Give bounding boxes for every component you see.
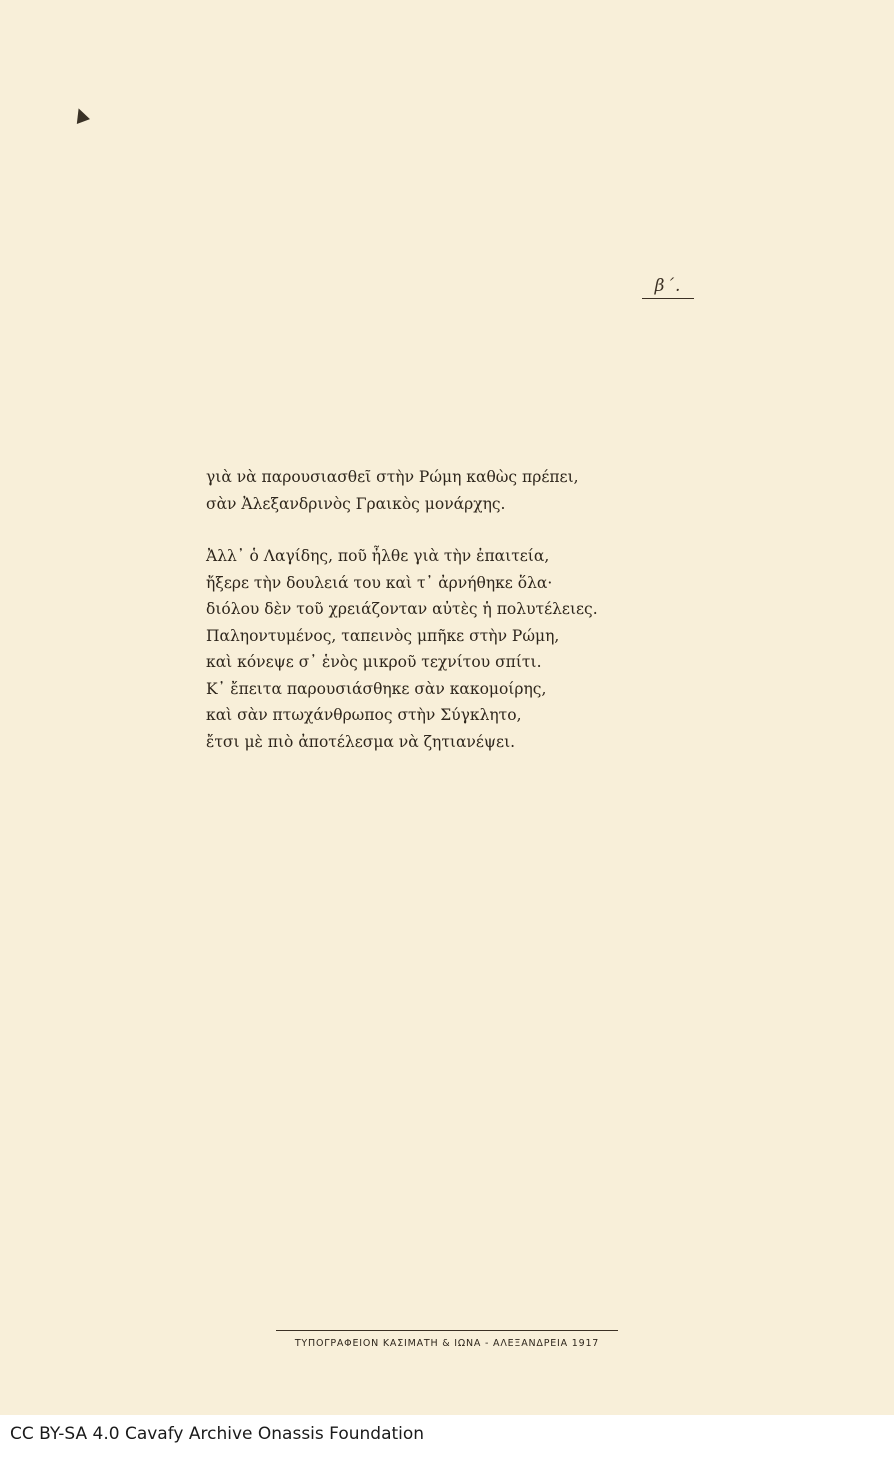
page-number-underline [642, 298, 694, 299]
poem-line: σὰν Ἀλεξανδρινὸς Γραικὸς μονάρχης. [206, 494, 506, 513]
poem-line: Κ᾿ ἔπειτα παρουσιάσθηκε σὰν κακομοίρης, [206, 679, 547, 698]
printer-divider [276, 1330, 618, 1331]
poem-line: διόλου δὲν τοῦ χρειάζονταν αὐτὲς ἡ πολυτέλειες. [206, 600, 598, 618]
printer-imprint: ΤΥΠΟΓΡΑΦΕΙΟΝ ΚΑΣΙΜΑΤΗ & ΙΩΝΑ - ΑΛΕΞΑΝΔΡΕΙΑ 1917 [294, 1338, 600, 1349]
poem-line: καὶ κόνεψε σ᾿ ἑνὸς μικροῦ τεχνίτου σπίτι. [206, 653, 542, 671]
poem-line: γιὰ νὰ παρουσιασθεῖ στὴν Ρώμη καθὼς πρέπει, [206, 468, 579, 486]
poem-text [206, 464, 666, 755]
page-number: β΄. [654, 276, 682, 296]
poem-line: Ἀλλ᾿ ὁ Λαγίδης, ποῦ ἦλθε γιὰ τὴν ἐπαιτεία, [206, 547, 550, 565]
stanza [206, 464, 666, 517]
license-caption: CC BY-SA 4.0 Cavafy Archive Onassis Foundation [10, 1424, 425, 1444]
stanza [206, 543, 666, 755]
poem-line: ἔτσι μὲ πιὸ ἀποτέλεσμα νὰ ζητιανέψει. [206, 732, 516, 751]
poem-line: ἤξερε τὴν δουλειά του καὶ τ᾿ ἀρνήθηκε ὅλα· [206, 573, 553, 592]
poem-line: καὶ σὰν πτωχάνθρωπος στὴν Σύγκλητο, [206, 706, 522, 724]
ink-speck-mark [72, 106, 90, 124]
poem-line: Παληοντυμένος, ταπεινὸς μπῆκε στὴν Ρώμη, [206, 626, 560, 645]
